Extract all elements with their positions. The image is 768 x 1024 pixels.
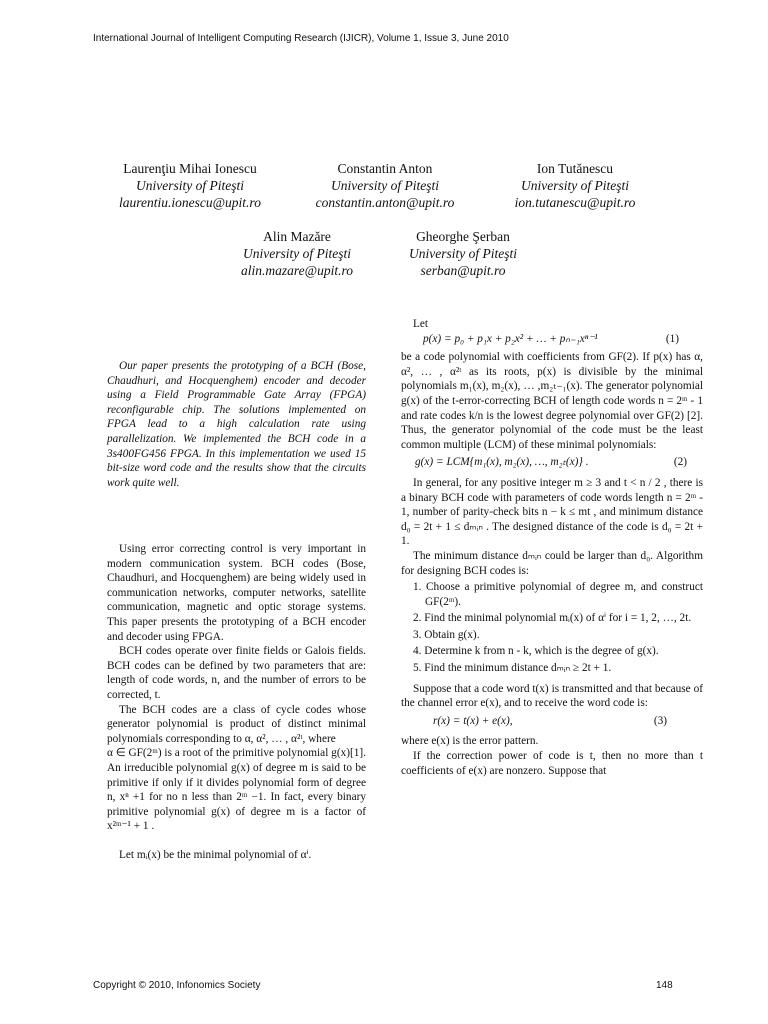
paragraph: If the correction power of code is t, then no more than t coefficients of e(x) are nonzero. Suppose that — [401, 750, 703, 777]
author-name: Laurenţiu Mihai Ionescu — [123, 161, 257, 176]
list-item: 2. Find the minimal polynomial mᵢ(x) of αⁱ for i = 1, 2, …, 2t. — [413, 612, 692, 625]
author-name: Constantin Anton — [337, 161, 433, 176]
author-3 — [480, 160, 670, 211]
author-1 — [95, 160, 285, 211]
abstract: Our paper presents the prototyping of a BCH (Bose, Chaudhuri, and Hocquenghem) encoder and decoder using a Field Programmable Gate Array (FPGA) reconfigurable chip. The solutions implemented on FPGA lead to a high calculation rate using parallelization. We implemented the BCH code in a 3s400FG456 FPGA. In this implementation we used 15 bit-size word code and the results show that the circuits work quite well. — [107, 360, 366, 489]
paragraph: be a code polynomial with coefficients from GF(2). If p(x) has α, α², … , α²ᵗ as its roots, p(x) is divisible by the minimal polynomials m₁(x), m₂(x), … ,m₂ₜ₋₁(x). The generator polynomial g(x) of the t-error-correcting BCH of length code words n = 2ᵐ - 1 and rate codes k/n is the lowest degree polynomial over GF(2) [2]. Thus, the generator polynomial of the code must be the least common multiple (LCM) of these minimal polynomials: — [401, 351, 703, 451]
author-affiliation: University of Piteşti — [243, 246, 351, 261]
paragraph: In general, for any positive integer m ≥ 3 and t < n / 2 , there is a binary BCH code with parameters of code words length n = 2ᵐ - 1, number of parity-check bits n − k ≤ mt , and minimum distance d₀ = 2t + 1 ≤ dₘᵢₙ . The designed distance of the code is d₀ = 2t + 1. — [401, 476, 703, 548]
copyright-footer: Copyright © 2010, Infonomics Society — [93, 980, 261, 991]
author-email: alin.mazare@upit.ro — [241, 263, 353, 278]
list-item: 4. Determine k from n - k, which is the degree of g(x). — [413, 645, 659, 658]
paragraph: The minimum distance dₘᵢₙ could be larger than d₀. Algorithm for designing BCH codes is: — [401, 549, 703, 577]
paragraph: where e(x) is the error pattern. — [401, 735, 539, 748]
author-email: constantin.anton@upit.ro — [315, 195, 455, 210]
paragraph: The BCH codes are a class of cycle codes whose generator polynomial is product of distinct minimal polynomials corresponding to α, α², … , α²ᵗ, where — [107, 703, 366, 745]
paragraph: Suppose that a code word t(x) is transmitted and that because of the channel error e(x), and to receive the word code is: — [401, 682, 703, 710]
paragraph: Let mᵢ(x) be the minimal polynomial of αⁱ. — [119, 848, 312, 861]
author-affiliation: University of Piteşti — [521, 178, 629, 193]
author-email: ion.tutanescu@upit.ro — [514, 195, 636, 210]
equation-2 — [401, 455, 703, 470]
equation-3 — [401, 714, 703, 729]
running-header: International Journal of Intelligent Computing Research (IJICR), Volume 1, Issue 3, June 2010 — [93, 33, 509, 44]
author-name: Gheorghe Şerban — [416, 229, 510, 244]
introduction-column — [107, 542, 366, 862]
author-4 — [212, 228, 382, 279]
author-email: serban@upit.ro — [420, 263, 506, 278]
author-name: Alin Mazăre — [263, 229, 331, 244]
page-number: 148 — [656, 980, 673, 991]
author-affiliation: University of Piteşti — [331, 178, 439, 193]
right-column — [401, 317, 703, 778]
equation-number: (2) — [673, 456, 687, 469]
paragraph: α ∈ GF(2ᵐ) is a root of the primitive polynomial g(x)[1]. An irreducible polynomial g(x) of degree m is said to be primitive if only if it divides polynomial form of degree n, xⁿ +1 for no n less than 2ᵐ −1. In fact, every binary primitive polynomial g(x) of degree m is a factor of x²ᵐ⁻¹ + 1 . — [107, 747, 366, 833]
equation-1 — [401, 332, 703, 347]
equation-number: (1) — [665, 332, 679, 345]
author-affiliation: University of Piteşti — [136, 178, 244, 193]
author-email: laurentiu.ionescu@upit.ro — [119, 195, 261, 210]
list-item: 3. Obtain g(x). — [413, 628, 480, 641]
let-label: Let — [413, 318, 429, 330]
equation-body: g(x) = LCM{m₁(x), m₂(x), …, m₂ₜ(x)} . — [415, 456, 589, 469]
paragraph: BCH codes operate over finite fields or Galois fields. BCH codes can be defined by two parameters that are: length of code words, n, and the number of errors to be corrected, t. — [107, 645, 366, 701]
list-item: 5. Find the minimum distance dₘᵢₙ ≥ 2t + 1. — [413, 662, 612, 675]
author-2 — [290, 160, 480, 211]
list-item: 1. Choose a primitive polynomial of degree m, and construct GF(2ᵐ). — [413, 581, 703, 608]
algorithm-steps — [401, 580, 703, 676]
equation-body: p(x) = p₀ + p₁x + p₂x² + … + pₙ₋₁xⁿ⁻¹ — [423, 332, 598, 345]
equation-body: r(x) = t(x) + e(x), — [433, 714, 513, 727]
equation-number: (3) — [653, 714, 667, 727]
paragraph: Using error correcting control is very important in modern communication system. BCH codes (Bose, Chaudhuri, and Hocquenghem) are being widely used in communication networks, computer networks, satellite communication, magnetic and optic storage systems. This paper presents the prototyping of a BCH encoder and decoder using FPGA. — [107, 543, 366, 643]
author-5 — [378, 228, 548, 279]
author-affiliation: University of Piteşti — [409, 246, 517, 261]
author-name: Ion Tutănescu — [536, 161, 614, 176]
